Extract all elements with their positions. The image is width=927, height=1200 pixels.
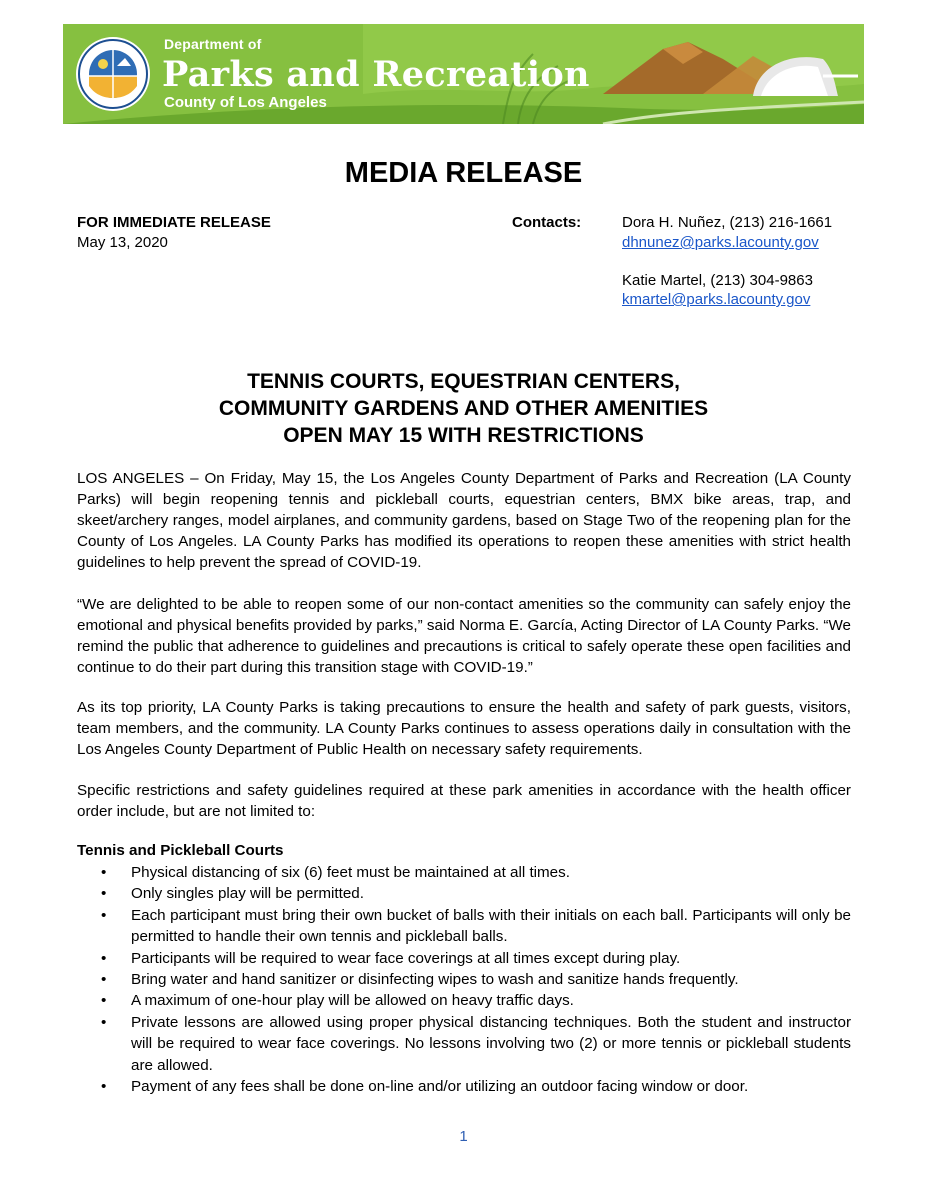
paragraph-restrictions: Specific restrictions and safety guidelines required at these park amenities in accordance with the health officer order include, but are not limited to:: [77, 782, 851, 820]
contact-1-email-link[interactable]: dhnunez@parks.lacounty.gov: [622, 234, 819, 251]
contact-2-name: Katie Martel, (213) 304-9863: [622, 272, 813, 289]
contacts-label: Contacts:: [512, 214, 582, 231]
contact-1-name: Dora H. Nuñez, (213) 216-1661: [622, 214, 833, 231]
paragraph-priority: As its top priority, LA County Parks is taking precautions to ensure the health and safety of park guests, visitors, team members, and the community. LA County Parks continues to assess operations daily in consultation with the Los Angeles County Department of Public Health on necessary safety requirements.: [77, 699, 851, 758]
tennis-guidelines-list: [77, 862, 851, 1097]
list-item: • Bring water and hand sanitizer or disinfecting wipes to wash and sanitize hands frequently.: [77, 969, 851, 990]
page-number: 1: [459, 1128, 468, 1145]
headline-line-2: COMMUNITY GARDENS AND OTHER AMENITIES: [218, 397, 709, 420]
media-release-title: MEDIA RELEASE: [344, 157, 583, 189]
section-heading-tennis: Tennis and Pickleball Courts: [77, 842, 284, 859]
header-banner: [63, 24, 864, 124]
contact-2-email-link[interactable]: kmartel@parks.lacounty.gov: [622, 291, 811, 308]
release-date: May 13, 2020: [77, 234, 168, 251]
list-item: • Physical distancing of six (6) feet must be maintained at all times.: [77, 862, 851, 883]
paragraph-intro: LOS ANGELES – On Friday, May 15, the Los Angeles County Department of Parks and Recreation (LA County Parks) will begin reopening tennis and pickleball courts, equestrian centers, BMX bike areas, trap, and skeet/archery ranges, model airplanes, and community gardens, based on Stage Two of the reopening plan for the County of Los Angeles. LA County Parks has modified its operations to reopen these amenities with strict health guidelines to help prevent the spread of COVID-19.: [77, 470, 851, 571]
list-item: • Each participant must bring their own bucket of balls with their initials on each ball. Participants will only be permitted to handle their own tennis and pickleball balls.: [77, 905, 851, 948]
headline-line-3: OPEN MAY 15 WITH RESTRICTIONS: [283, 424, 644, 447]
paragraph-quote: “We are delighted to be able to reopen some of our non-contact amenities so the community can safely enjoy the emotional and physical benefits provided by parks,” said Norma E. García, Acting Director of LA County Parks. “We remind the public that adherence to guidelines and precautions is critical to safely operate these open facilities and continue to do their part during this transition stage with COVID-19.”: [77, 596, 851, 676]
list-item: • Payment of any fees shall be done on-line and/or utilizing an outdoor facing window or door.: [77, 1076, 851, 1097]
banner-department-text: Department of: [164, 36, 262, 52]
headline-line-1: TENNIS COURTS, EQUESTRIAN CENTERS,: [247, 370, 680, 393]
county-seal-logo: [75, 36, 151, 112]
list-item: • Private lessons are allowed using proper physical distancing techniques. Both the student and instructor will be required to wear face coverings. No lessons involving two (2) or more tennis or pickleball students are allowed.: [77, 1012, 851, 1076]
list-item: • Only singles play will be permitted.: [77, 883, 851, 904]
banner-county-text: County of Los Angeles: [164, 94, 327, 111]
banner-title: Parks and Recreation: [162, 54, 590, 95]
headline: [0, 368, 927, 449]
list-item: • A maximum of one-hour play will be allowed on heavy traffic days.: [77, 990, 851, 1011]
list-item: • Participants will be required to wear face coverings at all times except during play.: [77, 948, 851, 969]
release-label: FOR IMMEDIATE RELEASE: [77, 214, 271, 231]
